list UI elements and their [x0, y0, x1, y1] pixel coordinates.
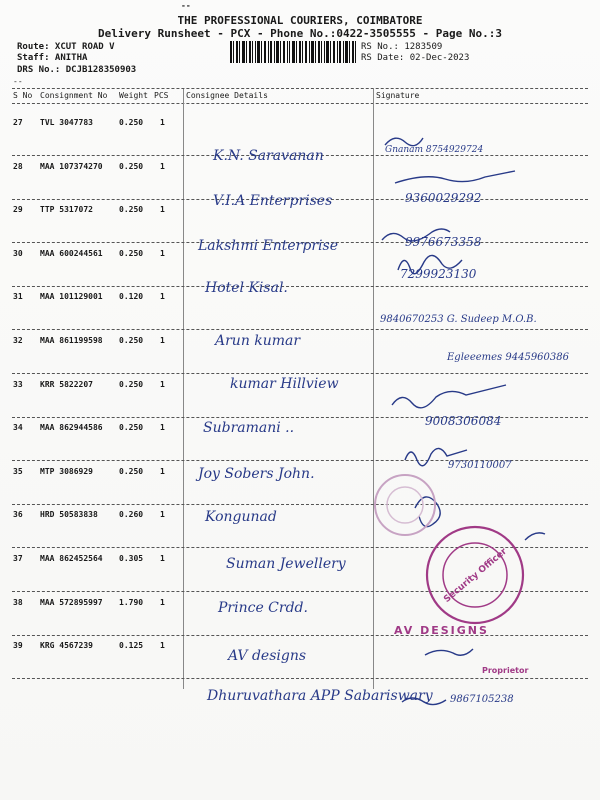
marks-line: --	[13, 77, 23, 86]
row-sno: 38	[13, 598, 23, 607]
proprietor-stamp: Proprietor	[482, 666, 529, 675]
row-consignment-no: KRG 4567239	[40, 641, 93, 650]
col-header-pcs: PCS	[154, 91, 169, 100]
row-pcs: 1	[160, 510, 165, 519]
row-sno: 33	[13, 380, 23, 389]
signature-32: Egleeemes 9445960386	[447, 352, 569, 363]
row-pcs: 1	[160, 205, 165, 214]
row-sno: 39	[13, 641, 23, 650]
consignee-hand-35: Kongunad	[205, 509, 277, 525]
row-weight: 0.250	[119, 249, 144, 258]
consignee-hand-30: Hotel Kisal.	[205, 280, 288, 296]
signature-30: 7299923130	[400, 267, 477, 281]
consignee-hand-31: Arun kumar	[215, 333, 301, 349]
row-consignment-no: MAA 107374270	[40, 162, 103, 171]
rs-number: RS No.: 1283509	[361, 42, 443, 52]
drs-number: DRS No.: DCJB128350903	[17, 65, 137, 75]
top-tick-mark: --	[181, 1, 191, 10]
company-title: THE PROFESSIONAL COURIERS, COIMBATORE	[177, 14, 423, 27]
consignee-hand-34: Joy Sobers John.	[198, 466, 315, 482]
row-consignment-no: MAA 862452564	[40, 554, 103, 563]
row-weight: 0.250	[119, 205, 144, 214]
col-header-weight: Weight	[119, 91, 148, 100]
col-header-consignment: Consignment No	[40, 91, 108, 100]
consignee-hand-33: Subramani ..	[203, 420, 295, 436]
rs-date: RS Date: 02-Dec-2023	[361, 53, 470, 63]
row-weight: 0.250	[119, 423, 144, 432]
consignee-hand-32: kumar Hillview	[230, 376, 339, 392]
row-pcs: 1	[160, 554, 165, 563]
row-sno: 30	[13, 249, 23, 258]
seal-center-text: Security Officer	[442, 546, 510, 605]
row-consignment-no: MAA 101129001	[40, 292, 103, 301]
row-weight: 0.250	[119, 336, 144, 345]
consignee-hand-38: AV designs	[228, 648, 307, 664]
row-weight: 0.125	[119, 641, 144, 650]
row-sno: 34	[13, 423, 23, 432]
row-consignment-no: MAA 572895997	[40, 598, 103, 607]
av-designs-stamp: AV DESIGNS	[394, 624, 489, 637]
row-weight: 0.250	[119, 380, 144, 389]
row-sno: 27	[13, 118, 23, 127]
row-sno: 28	[13, 162, 23, 171]
row-consignment-no: HRD 50583838	[40, 510, 98, 519]
row-sno: 32	[13, 336, 23, 345]
signature-39: 9867105238	[450, 694, 514, 705]
signature-scribble-28	[395, 171, 515, 183]
row-weight: 0.250	[119, 162, 144, 171]
runsheet-subtitle: Delivery Runsheet - PCX - Phone No.:0422-3505555 - Page No.:3	[98, 27, 502, 40]
row-pcs: 1	[160, 467, 165, 476]
row-consignment-no: TVL 3047783	[40, 118, 93, 127]
row-consignment-no: MTP 3086929	[40, 467, 93, 476]
faded-round-stamp	[370, 470, 440, 540]
row-consignment-no: KRR 5822207	[40, 380, 93, 389]
row-sno: 35	[13, 467, 23, 476]
route-label: Route: XCUT ROAD V	[17, 42, 115, 52]
consignee-hand-29: Lakshmi Enterprise	[198, 238, 338, 254]
row-weight: 0.305	[119, 554, 144, 563]
row-weight: 0.250	[119, 467, 144, 476]
row-sno: 37	[13, 554, 23, 563]
staff-label: Staff: ANITHA	[17, 53, 88, 63]
row-weight: 1.790	[119, 598, 144, 607]
col-header-sno: S No	[13, 91, 33, 100]
consignee-hand-39: Dhuruvathara APP Sabariswary	[207, 688, 433, 704]
row-sno: 29	[13, 205, 23, 214]
signature-29: 9976673358	[405, 235, 482, 249]
row-consignment-no: MAA 862944586	[40, 423, 103, 432]
row-weight: 0.120	[119, 292, 144, 301]
consignee-hand-28: V.I.A Enterprises	[213, 193, 333, 209]
row-consignment-no: TTP 5317072	[40, 205, 93, 214]
row-consignment-no: MAA 600244561	[40, 249, 103, 258]
signature-scribble-33	[392, 385, 506, 408]
row-pcs: 1	[160, 162, 165, 171]
row-consignment-no: MAA 861199598	[40, 336, 103, 345]
signature-31: 9840670253 G. Sudeep M.O.B.	[380, 314, 537, 325]
row-pcs: 1	[160, 118, 165, 127]
row-pcs: 1	[160, 641, 165, 650]
signature-28: 9360029292	[405, 191, 482, 205]
signature-27: Gnanam 8754929724	[385, 145, 484, 155]
row-pcs: 1	[160, 336, 165, 345]
row-pcs: 1	[160, 598, 165, 607]
row-pcs: 1	[160, 292, 165, 301]
row-pcs: 1	[160, 249, 165, 258]
row-pcs: 1	[160, 380, 165, 389]
row-sno: 31	[13, 292, 23, 301]
row-weight: 0.250	[119, 118, 144, 127]
consignee-hand-27: K.N. Saravanan	[213, 148, 324, 164]
consignee-hand-37: Prince Crdd.	[218, 600, 308, 616]
row-sno: 36	[13, 510, 23, 519]
consignee-hand-36: Suman Jewellery	[226, 556, 346, 572]
signature-33: 9008306084	[425, 414, 502, 428]
col-header-signature: Signature	[376, 91, 420, 100]
signature-34: 9730110007	[448, 460, 512, 471]
col-header-consignee: Consignee Details	[186, 91, 268, 100]
row-weight: 0.260	[119, 510, 144, 519]
signature-scribble-38	[425, 649, 473, 655]
row-pcs: 1	[160, 423, 165, 432]
